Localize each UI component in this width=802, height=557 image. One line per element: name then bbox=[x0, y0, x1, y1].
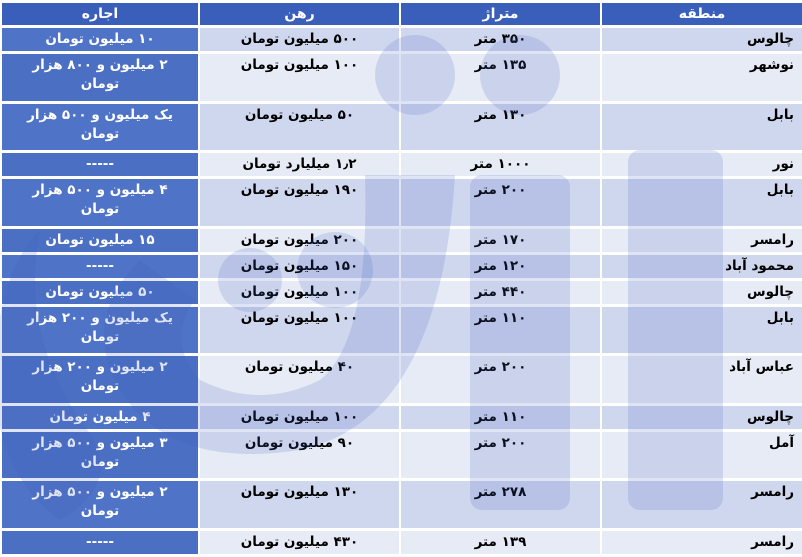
mortgage-cell: ۱۰۰ میلیون تومان bbox=[200, 54, 399, 100]
table-row bbox=[2, 255, 802, 278]
region-cell: رامسر bbox=[602, 531, 802, 554]
table-row bbox=[2, 432, 802, 478]
mortgage-cell: ۵۰ میلیون تومان bbox=[200, 104, 399, 150]
rent-cell: ۲ میلیون و ۵۰۰ هزار تومان bbox=[2, 481, 198, 527]
mortgage-cell: ۲۰۰ میلیون تومان bbox=[200, 229, 399, 252]
region-cell: چالوس bbox=[602, 281, 802, 304]
header-region: منطقه bbox=[602, 3, 802, 25]
area-cell: ۱۳۵ متر bbox=[401, 54, 600, 100]
header-area: متراژ bbox=[401, 3, 600, 25]
region-cell: محمود آباد bbox=[602, 255, 802, 278]
rent-cell: ----- bbox=[2, 255, 198, 278]
region-cell: بابل bbox=[602, 104, 802, 150]
region-cell: چالوس bbox=[602, 406, 802, 429]
table-row bbox=[2, 531, 802, 554]
table-row bbox=[2, 229, 802, 252]
region-cell: عباس آباد bbox=[602, 356, 802, 402]
area-cell: ۱۷۰ متر bbox=[401, 229, 600, 252]
table-row bbox=[2, 179, 802, 225]
mortgage-cell: ۱۵۰ میلیون تومان bbox=[200, 255, 399, 278]
header-rent: اجاره bbox=[2, 3, 198, 25]
rent-cell: یک میلیون و ۵۰۰ هزار تومان bbox=[2, 104, 198, 150]
rent-cell: ۲ میلیون و ۸۰۰ هزار تومان bbox=[2, 54, 198, 100]
table-row bbox=[2, 406, 802, 429]
area-cell: ۲۰۰ متر bbox=[401, 432, 600, 478]
region-cell: رامسر bbox=[602, 229, 802, 252]
mortgage-cell: ۱۳۰ میلیون تومان bbox=[200, 481, 399, 527]
region-cell: بابل bbox=[602, 307, 802, 353]
table-row bbox=[2, 356, 802, 402]
area-cell: ۱۳۹ متر bbox=[401, 531, 600, 554]
region-cell: بابل bbox=[602, 179, 802, 225]
area-cell: ۲۷۸ متر bbox=[401, 481, 600, 527]
table-row bbox=[2, 54, 802, 100]
area-cell: ۱۰۰۰ متر bbox=[401, 153, 600, 176]
mortgage-cell: ۴۰ میلیون تومان bbox=[200, 356, 399, 402]
rent-cell: ۱۰ میلیون تومان bbox=[2, 28, 198, 51]
table-row bbox=[2, 28, 802, 51]
mortgage-cell: ۴۳۰ میلیون تومان bbox=[200, 531, 399, 554]
rent-cell: ----- bbox=[2, 531, 198, 554]
rent-cell: ۱۵ میلیون تومان bbox=[2, 229, 198, 252]
rent-cell: ۳ میلیون و ۵۰۰ هزار تومان bbox=[2, 432, 198, 478]
region-cell: نور bbox=[602, 153, 802, 176]
rent-cell: یک میلیون و ۲۰۰ هزار تومان bbox=[2, 307, 198, 353]
table-row bbox=[2, 481, 802, 527]
rent-cell: ۴ میلیون و ۵۰۰ هزار تومان bbox=[2, 179, 198, 225]
region-cell: چالوس bbox=[602, 28, 802, 51]
table-body bbox=[2, 28, 802, 554]
table-row bbox=[2, 153, 802, 176]
area-cell: ۱۱۰ متر bbox=[401, 406, 600, 429]
mortgage-cell: ۵۰۰ میلیون تومان bbox=[200, 28, 399, 51]
mortgage-cell: ۱۰۰ میلیون تومان bbox=[200, 307, 399, 353]
area-cell: ۱۳۰ متر bbox=[401, 104, 600, 150]
area-cell: ۴۴۰ متر bbox=[401, 281, 600, 304]
area-cell: ۱۱۰ متر bbox=[401, 307, 600, 353]
rent-cell: ۲ میلیون و ۲۰۰ هزار تومان bbox=[2, 356, 198, 402]
area-cell: ۳۵۰ متر bbox=[401, 28, 600, 51]
mortgage-cell: ۱۰۰ میلیون تومان bbox=[200, 281, 399, 304]
area-cell: ۲۰۰ متر bbox=[401, 179, 600, 225]
region-cell: آمل bbox=[602, 432, 802, 478]
mortgage-cell: ۱۰۰ میلیون تومان bbox=[200, 406, 399, 429]
header-mortgage: رهن bbox=[200, 3, 399, 25]
area-cell: ۲۰۰ متر bbox=[401, 356, 600, 402]
header-row bbox=[2, 3, 802, 25]
table-row bbox=[2, 307, 802, 353]
table-row bbox=[2, 281, 802, 304]
table-row bbox=[2, 104, 802, 150]
mortgage-cell: ۹۰ میلیون تومان bbox=[200, 432, 399, 478]
rent-cell: ۴ میلیون تومان bbox=[2, 406, 198, 429]
region-cell: رامسر bbox=[602, 481, 802, 527]
mortgage-cell: ۱٫۲ میلیارد تومان bbox=[200, 153, 399, 176]
rent-cell: ----- bbox=[2, 153, 198, 176]
region-cell: نوشهر bbox=[602, 54, 802, 100]
area-cell: ۱۲۰ متر bbox=[401, 255, 600, 278]
mortgage-cell: ۱۹۰ میلیون تومان bbox=[200, 179, 399, 225]
rent-cell: ۵۰ میلیون تومان bbox=[2, 281, 198, 304]
